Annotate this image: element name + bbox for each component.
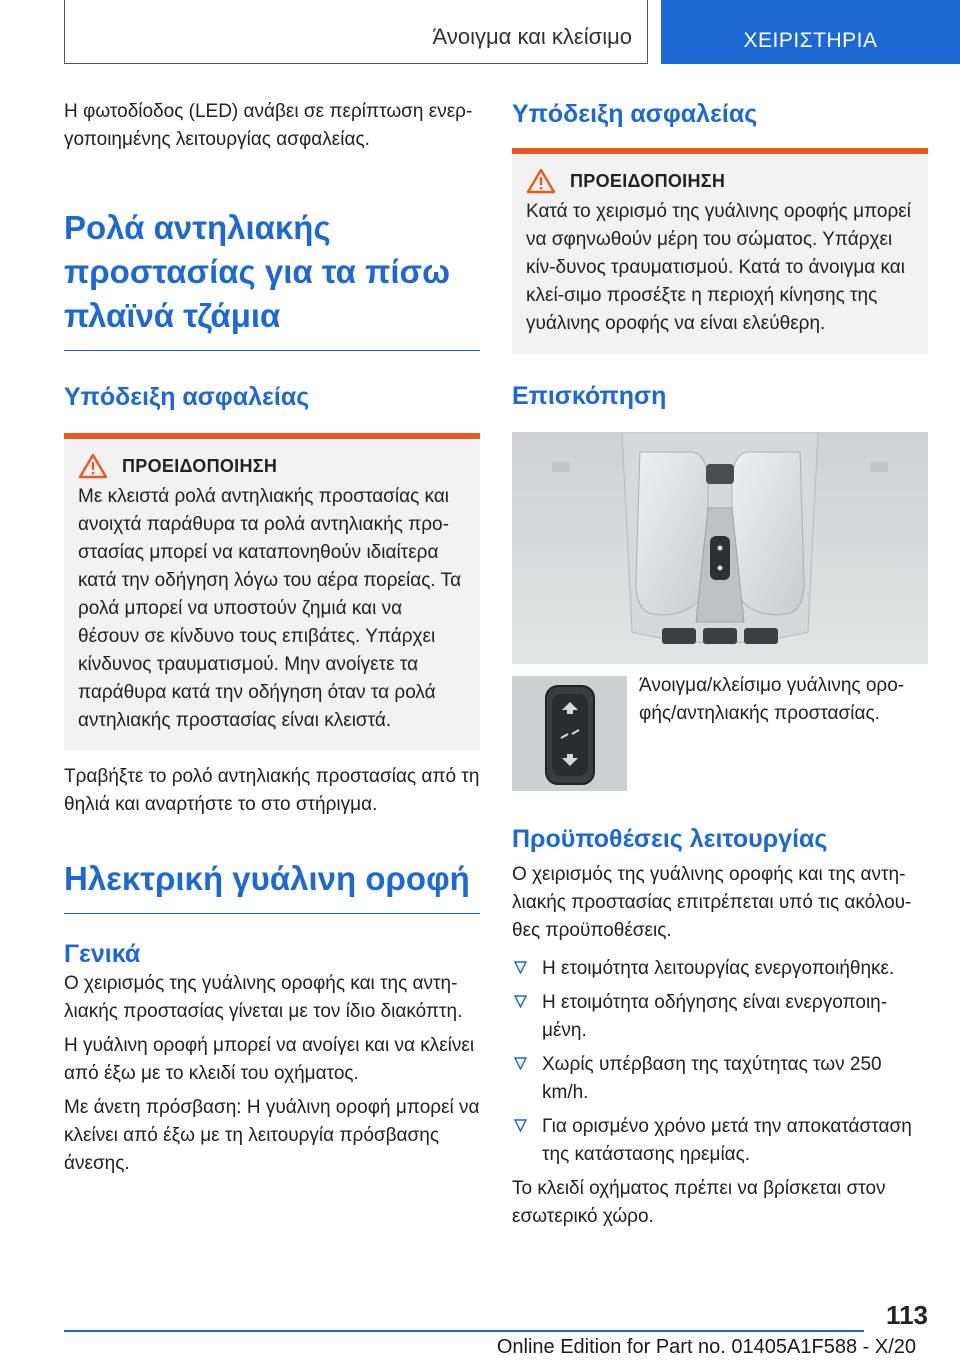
header-section-title: Άνοιγμα και κλείσιμο xyxy=(432,24,632,49)
list-item: Για ορισμένο χρόνο μετά την αποκατάσταση της κατάστασης ηρεμίας. xyxy=(512,1113,928,1169)
right-warning-text: Κατά το χειρισμό της γυάλινης οροφής μπορεί να σφηνωθούν μέρη του σώματος. Υπάρχει κίν-δυνος τραυματισμού. Κατά το άνοιγμα και κλεί-σιμο προσέξτε η περιοχή κίνησης της γυάλινης οροφής να είναι ελεύθερη. xyxy=(526,201,911,334)
general-text-3: Με άνετη πρόσβαση: Η γυάλινη οροφή μπορεί να κλείνει από έξω με τη λειτουργία πρόσβασης άνεσης. xyxy=(64,1097,480,1174)
pull-blind-text: Τραβήξτε το ρολό αντηλιακής προστασίας από τη θηλιά και αναρτήστε το στο στήριγμα. xyxy=(64,766,480,815)
roof-switch-photo xyxy=(512,676,627,791)
switch-caption-row xyxy=(512,676,928,791)
switch-caption: Άνοιγμα/κλείσιμο γυάλινης ορο-φής/αντηλιακής προστασίας. xyxy=(639,675,905,724)
general-text-2: Η γυάλινη οροφή μπορεί να ανοίγει και να κλείνει από έξω με το κλειδί του οχήματος. xyxy=(64,1035,475,1084)
prerequisites-list xyxy=(512,955,928,1169)
right-warning-label: ΠΡΟΕΙΔΟΠΟΙΗΣΗ xyxy=(570,170,726,191)
header-chapter-tab xyxy=(661,0,960,64)
sunblind-section-title: Ρολά αντηλιακής προστασίας για τα πίσω πλαϊνά τζάμια xyxy=(64,206,480,351)
bullet-triangle-icon xyxy=(514,1057,527,1070)
right-column xyxy=(512,98,928,1231)
key-location-text: Το κλειδί οχήματος πρέπει να βρίσκεται στον εσωτερικό χώρο. xyxy=(512,1178,886,1227)
left-warning-text: Με κλειστά ρολά αντηλιακής προστασίας και ανοιχτά παράθυρα τα ρολά αντηλιακής προ-στασίας μπορεί να καταπονηθούν ιδιαίτερα κατά την οδήγηση λόγω του αέρα πορείας. Τα ρολά μπορεί να υποστούν ζημιά και να θέσουν σε κίνδυνο τους επιβάτες. Υπάρχει κίνδυνος τραυματισμού. Μην ανοίγετε τα παράθυρα κατά την οδήγηση όταν τα ρολά αντηλιακής προστασίας είναι κλειστά. xyxy=(78,486,462,731)
footer-divider xyxy=(64,1330,864,1332)
left-warning-header xyxy=(78,453,466,479)
prerequisites-title: Προϋποθέσεις λειτουργίας xyxy=(512,825,828,853)
page-number: 113 xyxy=(886,1300,928,1330)
right-warning-header xyxy=(526,168,914,194)
right-warning-box xyxy=(512,148,928,354)
general-text-1: Ο χειρισμός της γυάλινης οροφής και της αντη-λιακής προστασίας γίνεται με τον ίδιο διακόπτη. xyxy=(64,973,463,1022)
overhead-console-illustration xyxy=(512,432,928,664)
prerequisites-intro: Ο χειρισμός της γυάλινης οροφής και της αντη-λιακής προστασίας επιτρέπεται υπό τις ακόλου-θες προϋποθέσεις. xyxy=(512,864,912,941)
bullet-triangle-icon xyxy=(514,1119,527,1132)
bullet-triangle-icon xyxy=(514,995,527,1008)
list-item: Η ετοιμότητα οδήγησης είναι ενεργοποιη-μένη. xyxy=(512,989,928,1045)
overview-title: Επισκόπηση xyxy=(512,382,667,410)
warning-triangle-icon xyxy=(526,168,556,194)
footer-edition: Online Edition for Part no. 01405A1F588 - X/20 xyxy=(496,1336,916,1358)
left-warning-label: ΠΡΟΕΙΔΟΠΟΙΗΣΗ xyxy=(122,455,278,476)
left-column xyxy=(64,98,480,1178)
right-safety-title: Υπόδειξη ασφαλείας xyxy=(512,100,758,128)
glass-roof-section-title: Ηλεκτρική γυάλινη οροφή xyxy=(64,857,480,914)
led-intro-text: Η φωτοδίοδος (LED) ανάβει σε περίπτωση ενερ-γοποιημένης λειτουργίας ασφαλείας. xyxy=(64,101,473,150)
chapter-label: ΧΕΙΡΙΣΤΗΡΙΑ xyxy=(743,29,878,52)
general-title: Γενικά xyxy=(64,940,141,968)
left-warning-box xyxy=(64,433,480,751)
list-item: Η ετοιμότητα λειτουργίας ενεργοποιήθηκε. xyxy=(512,955,928,983)
warning-triangle-icon xyxy=(78,453,108,479)
bullet-triangle-icon xyxy=(514,961,527,974)
roof-switch-illustration xyxy=(512,676,627,791)
list-item: Χωρίς υπέρβαση της ταχύτητας των 250 km/h. xyxy=(512,1051,928,1107)
overhead-console-photo xyxy=(512,432,928,664)
left-safety-title: Υπόδειξη ασφαλείας xyxy=(64,383,310,411)
